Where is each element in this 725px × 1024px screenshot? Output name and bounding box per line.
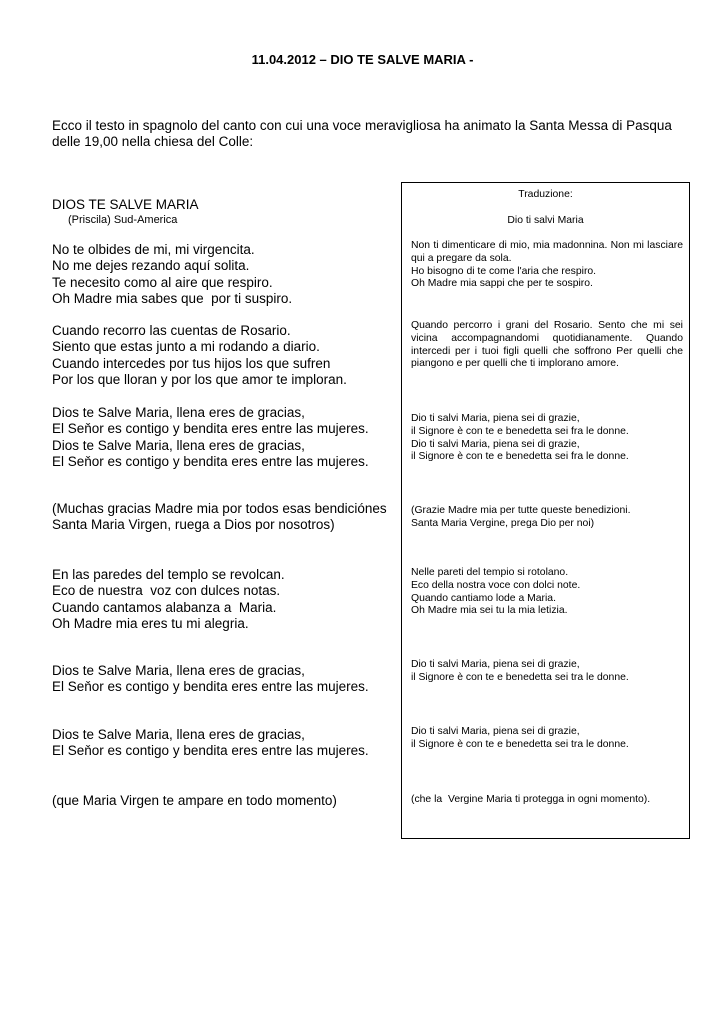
italian-stanza: Nelle pareti del tempio si rotolano. Eco della nostra voce con dolci note. Quando cantiamo lode a Maria. Oh Madre mia sei tu la mia letizia. (411, 567, 581, 617)
spanish-stanza: (que Maria Virgen te ampare en todo momento) (52, 793, 337, 808)
spanish-song-author: (Priscila) Sud-America (68, 214, 178, 226)
spanish-stanza: En las paredes del templo se revolcan. Eco de nuestra voz con dulces notas. Cuando cantamos alabanza a Maria. Oh Madre mia eres tu mi alegria. (52, 567, 285, 631)
spanish-stanza: Cuando recorro las cuentas de Rosario. Siento que estas junto a mi rodando a diario. Cuando intercedes por tus hijos los que sufren Por los que lloran y por los que amor te imploran. (52, 323, 347, 387)
spanish-stanza: Dios te Salve Maria, llena eres de gracias, El Seňor es contigo y bendita eres entre las mujeres. Dios te Salve Maria, llena eres de gracias, El Seňor es contigo y bendita eres entre las mujeres. (52, 405, 369, 469)
spanish-stanza: Dios te Salve Maria, llena eres de gracias, El Seňor es contigo y bendita eres entre las mujeres. (52, 663, 369, 695)
spanish-stanza: (Muchas gracias Madre mia por todos esas bendiciónes Santa Maria Virgen, ruega a Dios por nosotros) (52, 501, 387, 533)
spanish-stanza: Dios te Salve Maria, llena eres de gracias, El Seňor es contigo y bendita eres entre las mujeres. (52, 727, 369, 759)
italian-song-title: Dio ti salvi Maria (507, 215, 584, 226)
page-title: 11.04.2012 – DIO TE SALVE MARIA - (251, 52, 474, 67)
translation-heading: Traduzione: (518, 189, 573, 200)
italian-stanza: Dio ti salvi Maria, piena sei di grazie, il Signore è con te e benedetta sei fra le donne. Dio ti salvi Maria, piena sei di grazie, il Signore è con te e benedetta sei fra le donne. (411, 413, 629, 463)
italian-stanza: (che la Vergine Maria ti protegga in ogni momento). (411, 794, 651, 805)
spanish-stanza: No te olbides de mi, mi virgencita. No me dejes rezando aquí solita. Te necesito como al aire que respiro. Oh Madre mia sabes que por ti suspiro. (52, 242, 293, 306)
italian-stanza: Dio ti salvi Maria, piena sei di grazie, il Signore è con te e benedetta sei tra le donne. (411, 659, 629, 683)
italian-stanza: (Grazie Madre mia per tutte queste benedizioni. Santa Maria Vergine, prega Dio per noi) (411, 505, 631, 529)
italian-stanza: Dio ti salvi Maria, piena sei di grazie, il Signore è con te e benedetta sei tra le donne. (411, 726, 629, 750)
intro-paragraph: Ecco il testo in spagnolo del canto con cui una voce meravigliosa ha animato la Santa Messa di Pasqua delle 19,00 nella chiesa del Colle: (52, 118, 672, 149)
italian-stanza: Quando percorro i grani del Rosario. Sento che mi sei vicina accompagnandomi quotidianamente. Quando intercedi per i tuoi figli quelli che soffrono Per quelli che piangono e per quelli che ti implorano amore. (411, 320, 683, 370)
italian-stanza: Non ti dimenticare di mio, mia madonnina. Non mi lasciare qui a pregare da sola. Ho bisogno di te come l'aria che respiro. Oh Madre mia sappi che per te sospiro. (411, 240, 683, 290)
spanish-song-title: DIOS TE SALVE MARIA (52, 197, 199, 212)
